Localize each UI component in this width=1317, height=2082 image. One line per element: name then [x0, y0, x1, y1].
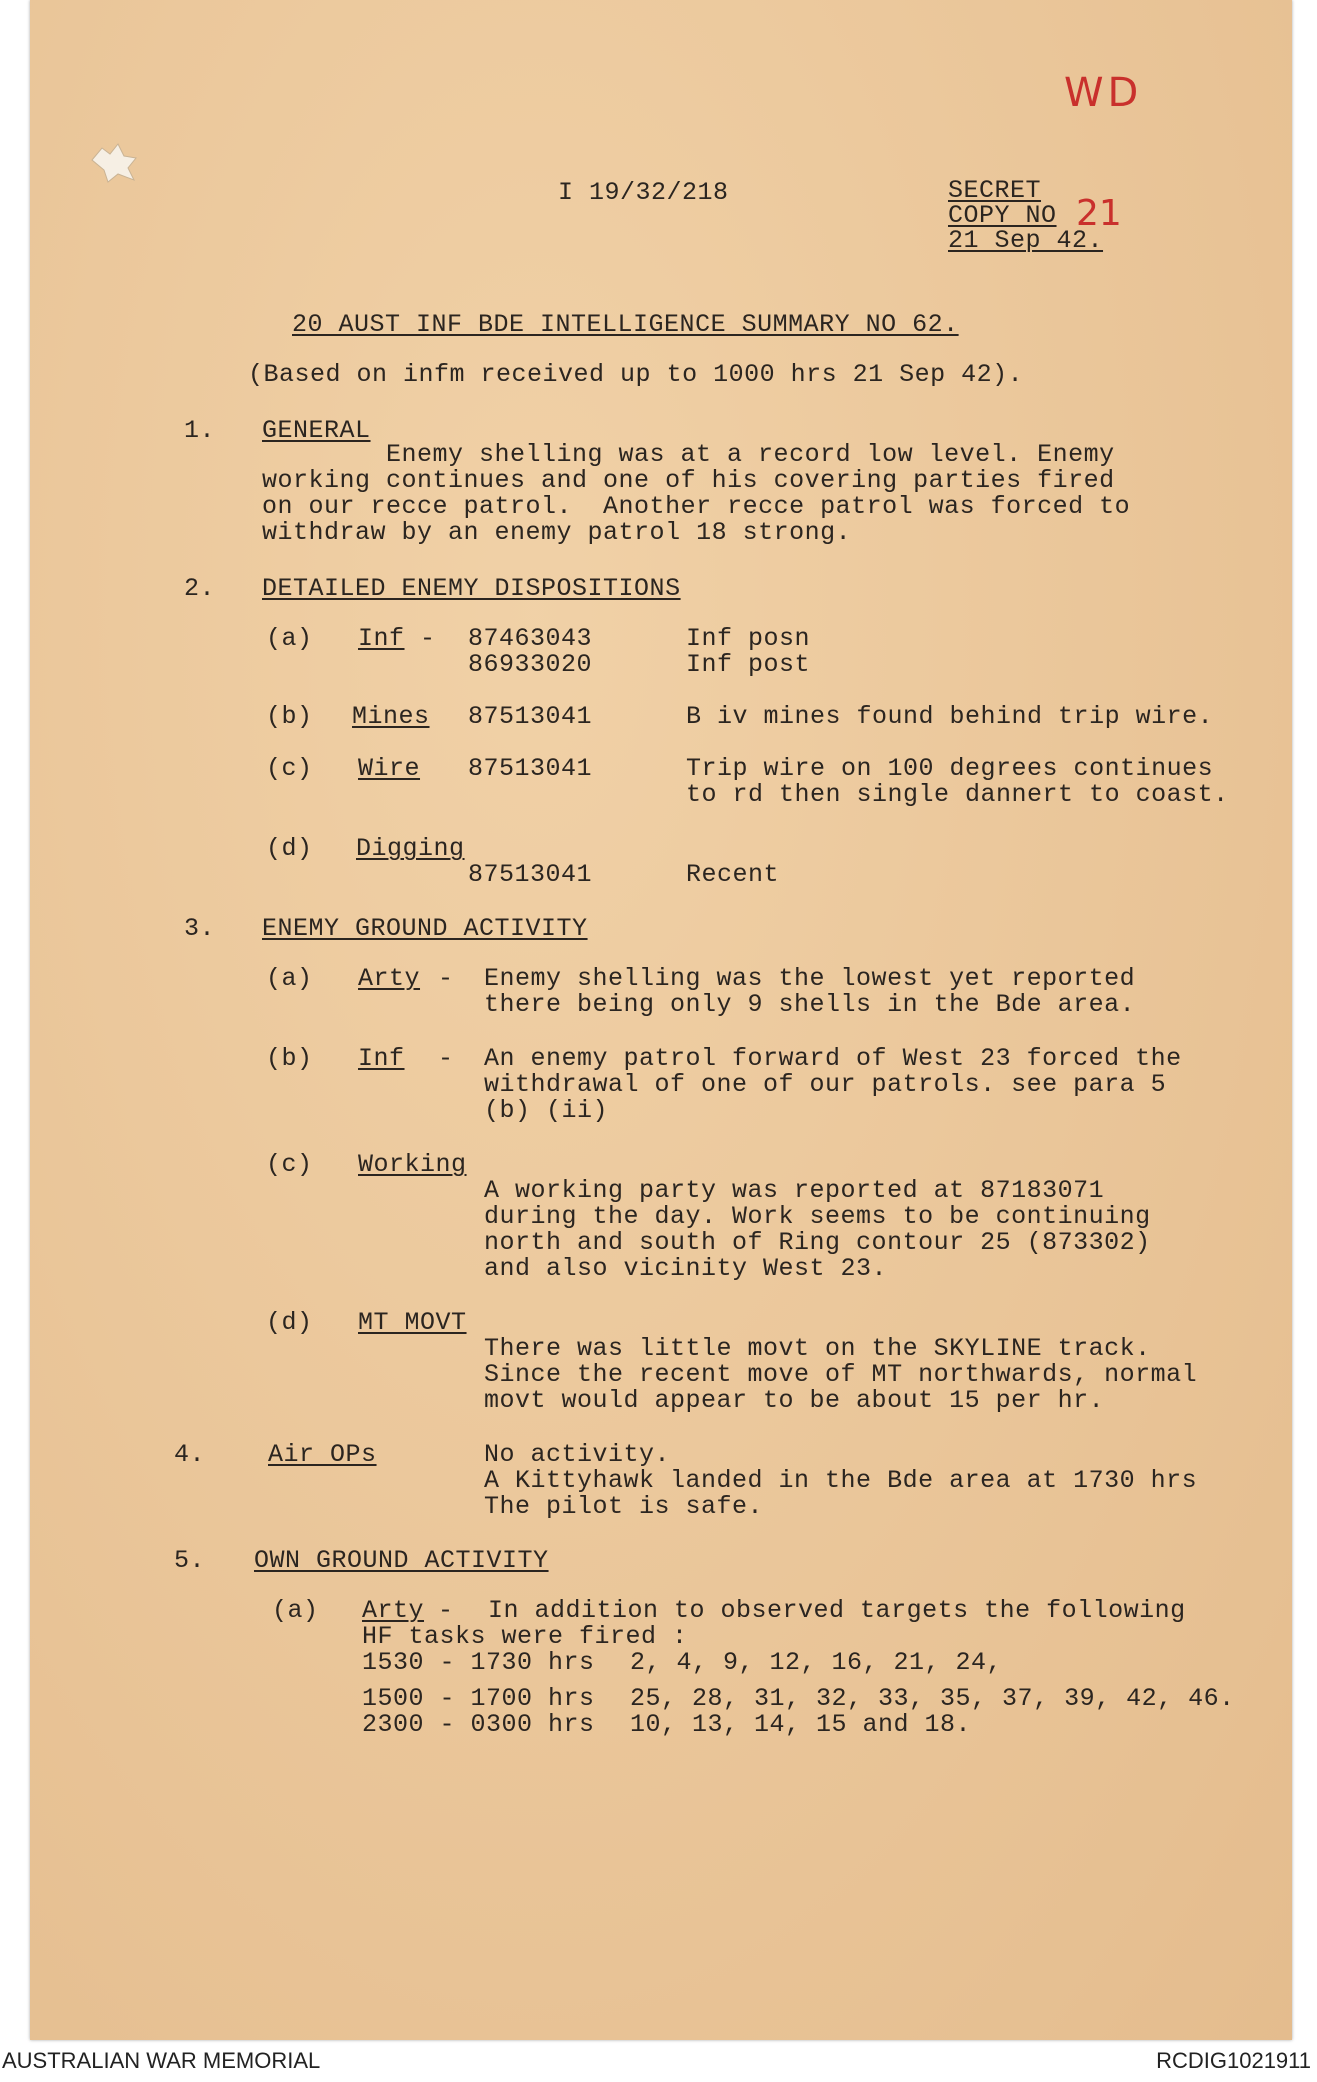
- own-activity-label: Arty: [362, 1596, 425, 1625]
- activity-c-line-4: and also vicinity West 23.: [484, 1254, 888, 1283]
- disposition-a-dash: -: [420, 624, 436, 653]
- disposition-d-letter: (d): [266, 834, 313, 863]
- activity-b-line-1: An enemy patrol forward of West 23 forced the: [484, 1044, 1182, 1073]
- disposition-a-grid-2: 86933020: [468, 650, 593, 679]
- air-ops-line-2: A Kittyhawk landed in the Bde area at 1730 hrs: [484, 1466, 1198, 1495]
- own-activity-letter: (a): [272, 1596, 319, 1625]
- activity-b-dash: -: [438, 1044, 454, 1073]
- disposition-d-desc: Recent: [686, 860, 780, 889]
- disposition-a-letter: (a): [266, 624, 313, 653]
- activity-b-line-3: (b) (ii): [484, 1096, 609, 1125]
- activity-a-line-1: Enemy shelling was the lowest yet reported: [484, 964, 1136, 993]
- disposition-b-grid: 87513041: [468, 702, 593, 731]
- section-3-number: 3.: [184, 914, 216, 943]
- activity-d-letter: (d): [266, 1308, 313, 1337]
- disposition-b-letter: (b): [266, 702, 313, 731]
- own-activity-dash: -: [438, 1596, 454, 1625]
- disposition-c-desc-2: to rd then single dannert to coast.: [686, 780, 1229, 809]
- classification: SECRET: [948, 176, 1042, 205]
- disposition-a-desc-1: Inf posn: [686, 624, 811, 653]
- activity-a-line-2: there being only 9 shells in the Bde area.: [484, 990, 1136, 1019]
- disposition-a-grid-1: 87463043: [468, 624, 593, 653]
- hf-task-targets-1: 2, 4, 9, 12, 16, 21, 24,: [630, 1648, 1003, 1677]
- activity-c-line-3: north and south of Ring contour 25 (873302): [484, 1228, 1151, 1257]
- own-activity-intro-1: In addition to observed targets the following: [488, 1596, 1186, 1625]
- activity-d-label: MT MOVT: [358, 1308, 467, 1337]
- reference-number: I 19/32/218: [558, 178, 729, 207]
- section-4-number: 4.: [174, 1440, 206, 1469]
- footer-record-id: RCDIG1021911: [1156, 2048, 1311, 2073]
- section-1-heading: GENERAL: [262, 416, 371, 445]
- activity-d-line-1: There was little movt on the SKYLINE track.: [484, 1334, 1151, 1363]
- general-line-1: Enemy shelling was at a record low level. Enemy: [386, 440, 1115, 469]
- disposition-c-label: Wire: [358, 754, 421, 783]
- activity-b-label: Inf: [358, 1044, 405, 1073]
- activity-a-label: Arty: [358, 964, 421, 993]
- section-2-heading: DETAILED ENEMY DISPOSITIONS: [262, 574, 681, 603]
- disposition-a-desc-2: Inf post: [686, 650, 811, 679]
- activity-a-letter: (a): [266, 964, 313, 993]
- activity-c-line-1: A working party was reported at 87183071: [484, 1176, 1105, 1205]
- disposition-c-desc-1: Trip wire on 100 degrees continues: [686, 754, 1214, 783]
- hf-task-targets-3: 10, 13, 14, 15 and 18.: [630, 1710, 972, 1739]
- activity-c-line-2: during the day. Work seems to be continuing: [484, 1202, 1151, 1231]
- section-5-number: 5.: [174, 1546, 206, 1575]
- section-5-heading: OWN GROUND ACTIVITY: [254, 1546, 549, 1575]
- disposition-c-grid: 87513041: [468, 754, 593, 783]
- activity-c-label: Working: [358, 1150, 467, 1179]
- copy-label: COPY NO: [948, 201, 1057, 230]
- general-line-2: working continues and one of his covering parties fired: [262, 466, 1115, 495]
- air-ops-line-1: No activity.: [484, 1440, 671, 1469]
- section-1-number: 1.: [184, 416, 216, 445]
- activity-d-line-3: movt would appear to be about 15 per hr.: [484, 1386, 1105, 1415]
- hf-task-time-1: 1530 - 1730 hrs: [362, 1648, 595, 1677]
- disposition-c-letter: (c): [266, 754, 313, 783]
- general-line-4: withdraw by an enemy patrol 18 strong.: [262, 518, 852, 547]
- activity-b-letter: (b): [266, 1044, 313, 1073]
- section-3-heading: ENEMY GROUND ACTIVITY: [262, 914, 588, 943]
- hf-task-targets-2: 25, 28, 31, 32, 33, 35, 37, 39, 42, 46.: [630, 1684, 1235, 1713]
- general-line-3: on our recce patrol. Another recce patrol was forced to: [262, 492, 1131, 521]
- paper-tear-mark: [88, 140, 142, 184]
- footer-institution: AUSTRALIAN WAR MEMORIAL: [2, 2048, 321, 2073]
- document-subtitle: (Based on infm received up to 1000 hrs 21 Sep 42).: [248, 360, 1024, 389]
- disposition-a-label: Inf: [358, 624, 405, 653]
- copy-number: 21: [1076, 193, 1122, 234]
- air-ops-line-3: The pilot is safe.: [484, 1492, 764, 1521]
- activity-b-line-2: withdrawal of one of our patrols. see para 5: [484, 1070, 1167, 1099]
- activity-a-dash: -: [438, 964, 454, 993]
- own-activity-intro-2: HF tasks were fired :: [362, 1622, 688, 1651]
- hf-task-time-2: 1500 - 1700 hrs: [362, 1684, 595, 1713]
- section-4-heading: Air OPs: [268, 1440, 377, 1469]
- disposition-d-grid: 87513041: [468, 860, 593, 889]
- document-title: 20 AUST INF BDE INTELLIGENCE SUMMARY NO 62.: [292, 310, 959, 339]
- disposition-b-label: Mines: [352, 702, 430, 731]
- disposition-b-desc: B iv mines found behind trip wire.: [686, 702, 1214, 731]
- document-date: 21 Sep 42.: [948, 226, 1104, 255]
- activity-d-line-2: Since the recent move of MT northwards, normal: [484, 1360, 1198, 1389]
- activity-c-letter: (c): [266, 1150, 313, 1179]
- section-2-number: 2.: [184, 574, 216, 603]
- disposition-d-label: Digging: [356, 834, 465, 863]
- file-mark: WD: [1064, 70, 1143, 116]
- hf-task-time-3: 2300 - 0300 hrs: [362, 1710, 595, 1739]
